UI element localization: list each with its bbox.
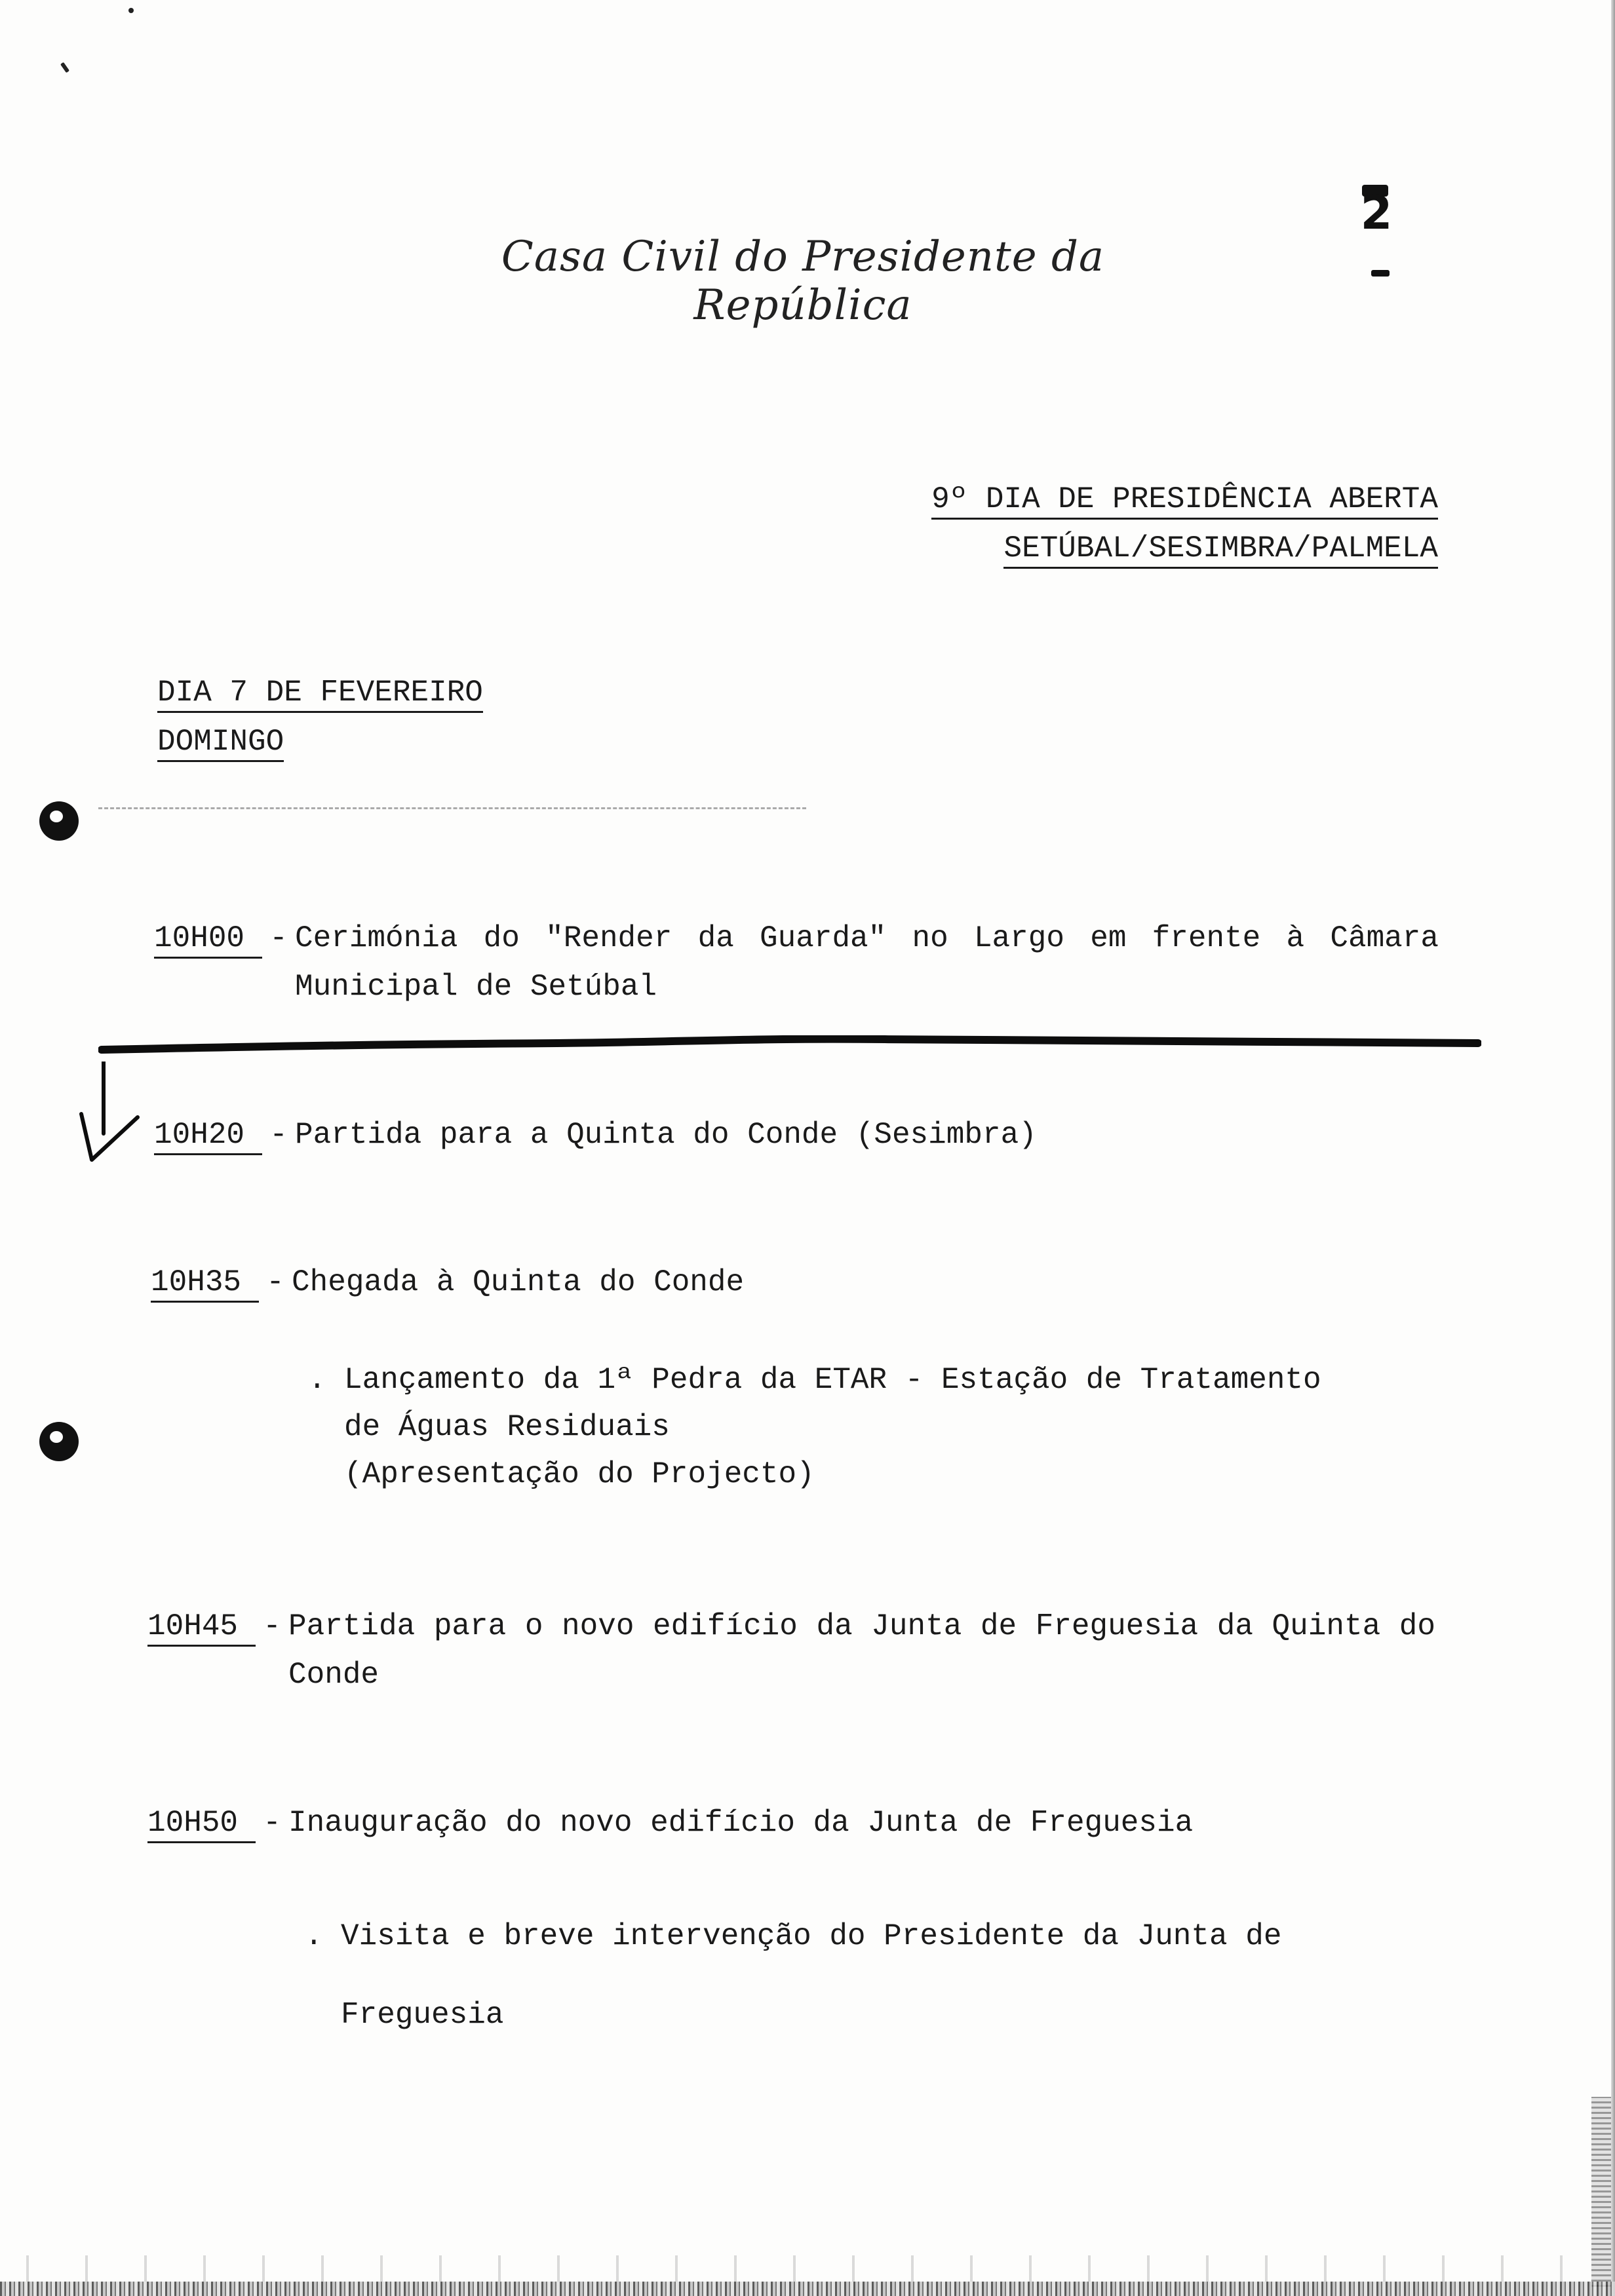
- entry-time: 10H00: [154, 920, 262, 959]
- subitem-line1: Lançamento da 1ª Pedra da ETAR - Estação de Tratamento: [344, 1363, 1321, 1397]
- subitem-line3: (Apresentação do Projecto): [344, 1457, 815, 1491]
- entry-text: Partida para o novo edifício da Junta de Freguesia da Quinta do Conde: [288, 1609, 1435, 1692]
- entry-separator: -: [269, 1118, 288, 1152]
- date-heading-line2: DOMINGO: [157, 723, 284, 762]
- entry-time: 10H35: [151, 1264, 259, 1303]
- entry-subitem: [305, 1897, 1432, 2054]
- entry-text: Partida para a Quinta do Conde (Sesimbra): [295, 1118, 1037, 1152]
- event-heading-line2: SETÚBAL/SESIMBRA/PALMELA: [1003, 530, 1438, 569]
- entry-subitem: [308, 1356, 1435, 1498]
- entry-time: 10H20: [154, 1117, 262, 1155]
- entry-text: Chegada à Quinta do Conde: [292, 1265, 745, 1299]
- scan-edge-right: [1611, 0, 1615, 2296]
- schedule-entry: [154, 1111, 1439, 1159]
- event-heading: [931, 475, 1438, 573]
- subitem-line2: de Águas Residuais: [344, 1410, 670, 1444]
- subitem-line1: Visita e breve intervenção do Presidente da Junta de: [341, 1919, 1282, 1953]
- entry-text: Inauguração do novo edifício da Junta de Freguesia: [288, 1806, 1194, 1840]
- punch-hole-top: [39, 801, 79, 841]
- scan-speck: [60, 62, 69, 73]
- entry-separator: -: [263, 1806, 281, 1840]
- entry-separator: -: [269, 921, 288, 955]
- page-number: 2: [1360, 186, 1393, 240]
- entry-separator: -: [266, 1265, 284, 1299]
- letterhead: Casa Civil do Presidente da República: [501, 233, 1105, 330]
- handwritten-arrow: [72, 1062, 151, 1166]
- page-number-underline: [1371, 270, 1390, 277]
- subitem-line2: Freguesia: [341, 1998, 504, 2032]
- schedule-entry: [154, 914, 1439, 1011]
- scan-artifact-bottom-faint: [0, 2255, 1615, 2282]
- entry-time: 10H45: [147, 1608, 256, 1647]
- schedule-entry: [147, 1799, 1435, 1847]
- scan-artifact-bottom: [0, 2282, 1615, 2296]
- entry-text: Cerimónia do "Render da Guarda" no Largo em frente à Câmara Municipal de Setúbal: [295, 921, 1439, 1004]
- scan-speck: [128, 8, 134, 13]
- entry-time: 10H50: [147, 1805, 256, 1843]
- entry-separator: -: [263, 1609, 281, 1643]
- faint-rule: [98, 807, 806, 809]
- punch-hole-bottom: [39, 1422, 79, 1461]
- bullet: .: [305, 1919, 323, 1953]
- date-heading-line1: DIA 7 DE FEVEREIRO: [157, 674, 483, 713]
- event-heading-line1: 9º DIA DE PRESIDÊNCIA ABERTA: [931, 481, 1438, 520]
- schedule-entry: [151, 1258, 1435, 1307]
- bullet: .: [308, 1363, 326, 1397]
- date-heading: [157, 668, 483, 767]
- schedule-entry: [147, 1602, 1435, 1699]
- handwritten-line: [98, 1035, 1481, 1054]
